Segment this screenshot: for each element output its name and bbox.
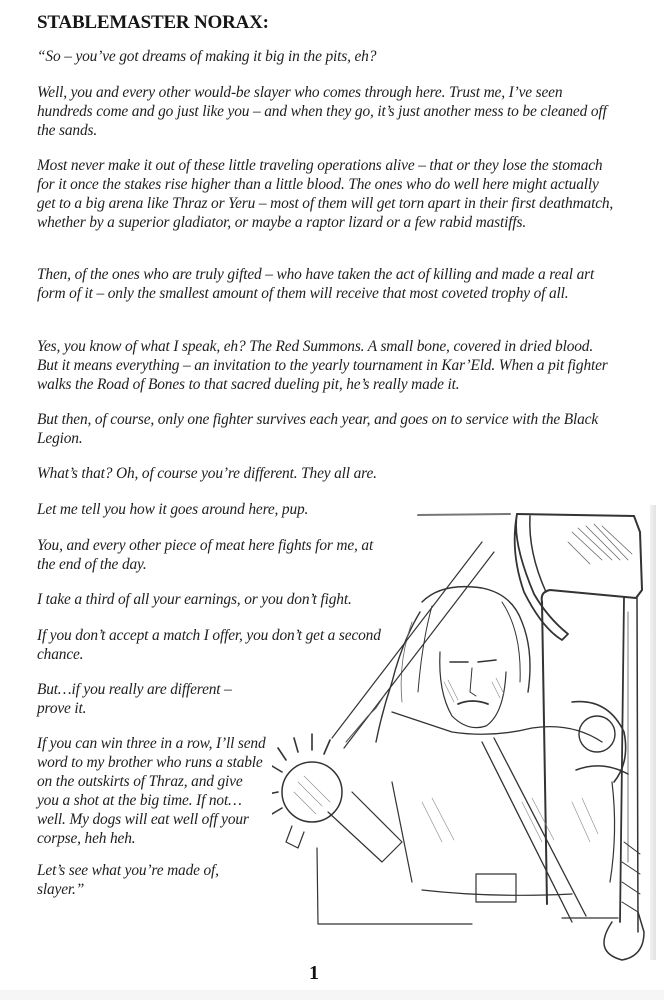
page-heading: STABLEMASTER NORAX: [37, 12, 269, 33]
paragraph-3: Most never make it out of these little traveling operations alive – that or they lose the stomach for it once the stakes rise higher than a little blood. The ones who do well here might actually get to a big arena like Thraz or Yeru – most of them will get torn apart in their first deathmatch, whether by a superior gladiator, or maybe a raptor lizard or a few rabid mastiffs. [37, 157, 614, 231]
warrior-sketch-illustration [272, 502, 657, 964]
paragraph-13: If you can win three in a row, I’ll send word to my brother who runs a stable on the outskirts of Thraz, and give you a shot at the big time. If not…well. My dogs will eat well off your corpse, heh heh. [37, 735, 266, 847]
paragraph-8: Let me tell you how it goes around here, pup. [37, 501, 309, 518]
paragraph-4: Then, of the ones who are truly gifted – who have taken the act of killing and made a real art form of it – only the smallest amount of them will receive that most coveted trophy of all. [37, 266, 595, 302]
paragraph-10: I take a third of all your earnings, or you don’t fight. [37, 591, 352, 608]
paragraph-2: Well, you and every other would-be slayer who comes through here. Trust me, I’ve seen hundreds come and go just like you – and when they go, it’s just another mess to be cleaned off the sands. [37, 84, 607, 139]
paragraph-11: If you don’t accept a match I offer, you don’t get a second chance. [37, 627, 381, 663]
paragraph-7: What’s that? Oh, of course you’re different. They all are. [37, 465, 377, 482]
paragraph-9: You, and every other piece of meat here fights for me, at the end of the day. [37, 537, 374, 573]
page-number: 1 [309, 962, 319, 984]
page-bottom-margin [0, 990, 664, 1000]
paragraph-12: But…if you really are different – prove it. [37, 681, 232, 717]
paragraph-1: “So – you’ve got dreams of making it big in the pits, eh? [37, 48, 377, 65]
paragraph-6: But then, of course, only one fighter survives each year, and goes on to service with the Black Legion. [37, 411, 599, 447]
paragraph-14: Let’s see what you’re made of, slayer.” [37, 862, 219, 898]
paragraph-5: Yes, you know of what I speak, eh? The Red Summons. A small bone, covered in dried blood. But it means everything – an invitation to the yearly tournament in Kar’Eld. When a pit fighter walks the Road of Bones to that sacred dueling pit, he’s really made it. [37, 338, 608, 393]
scan-edge-strip [650, 505, 656, 960]
